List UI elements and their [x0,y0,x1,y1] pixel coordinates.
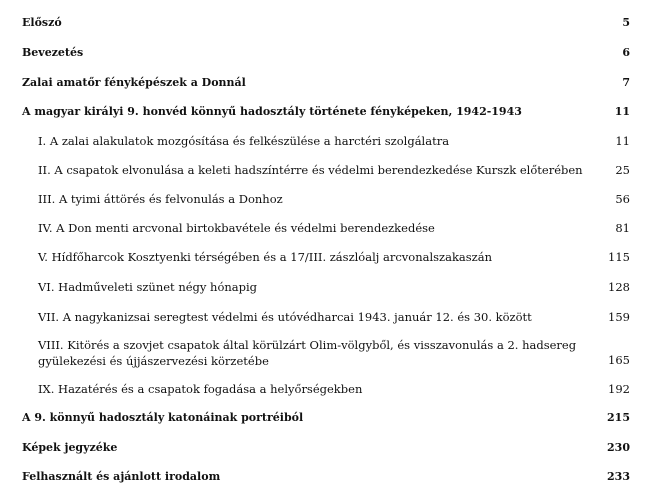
toc-entry-page-number: 25 [615,163,630,177]
toc-entry-title: V. Hídfőharcok Kosztyenki térségében és a 17/III. zászlóalj arcvonalszakaszán [38,250,493,264]
toc-entry-page-number: 5 [622,16,630,29]
toc-entry-page-number: 6 [622,46,630,59]
toc-entry-page-number: 233 [607,470,630,483]
toc-entry-page-number: 7 [622,76,630,89]
toc-entry-title: A magyar királyi 9. honvéd könnyű hadosztály története fényképeken, 1942-1943 [22,105,522,118]
toc-entry-page-number: 56 [615,192,630,206]
toc-entry-page-number: 128 [608,280,630,294]
toc-entry-page-number: 115 [608,250,630,264]
toc-entry-title: Képek jegyzéke [22,441,118,454]
toc-entry-page-number: 230 [607,441,630,454]
toc-entry-page-number: 165 [608,353,630,367]
toc-entry-title: VII. A nagykanizsai seregtest védelmi és utóvédharcai 1943. január 12. és 30. között [38,310,532,324]
toc-entry-page-number: 11 [614,105,630,118]
toc-entry-page-number: 81 [615,221,630,235]
toc-entry-page-number: 159 [608,310,630,324]
toc-entry-title: A 9. könnyű hadosztály katonáinak portréiból [22,411,304,424]
toc-entry-title: IV. A Don menti arcvonal birtokbavétele és védelmi berendezkedése [38,221,435,235]
toc-entry-title: Előszó [22,16,62,29]
toc-entry-title: Bevezetés [22,46,84,59]
toc-entry-title: VIII. Kitörés a szovjet csapatok által körülzárt Olim-völgyből, és visszavonulás a 2. hadsereg gyülekezési és újjászervezési körzetébe [38,338,577,368]
toc-entry-title: IX. Hazatérés és a csapatok fogadása a helyőrségekben [38,382,363,396]
toc-entry-title: Felhasznált és ajánlott irodalom [22,470,221,483]
toc-entry-title: VI. Hadműveleti szünet négy hónapig [38,280,258,294]
toc-entry-title: Zalai amatőr fényképészek a Donnál [22,76,246,89]
toc-entry-page-number: 192 [608,382,630,396]
toc-entry-title: III. A tyimi áttörés és felvonulás a Donhoz [38,192,283,206]
toc-entry-title: II. A csapatok elvonulása a keleti hadszíntérre és védelmi berendezkedése Kurszk előterében [38,163,583,177]
toc-entry-title: I. A zalai alakulatok mozgósítása és felkészülése a harctéri szolgálatra [38,134,450,148]
toc-entry-page-number: 11 [615,134,630,148]
toc-entry-page-number: 215 [607,411,630,424]
